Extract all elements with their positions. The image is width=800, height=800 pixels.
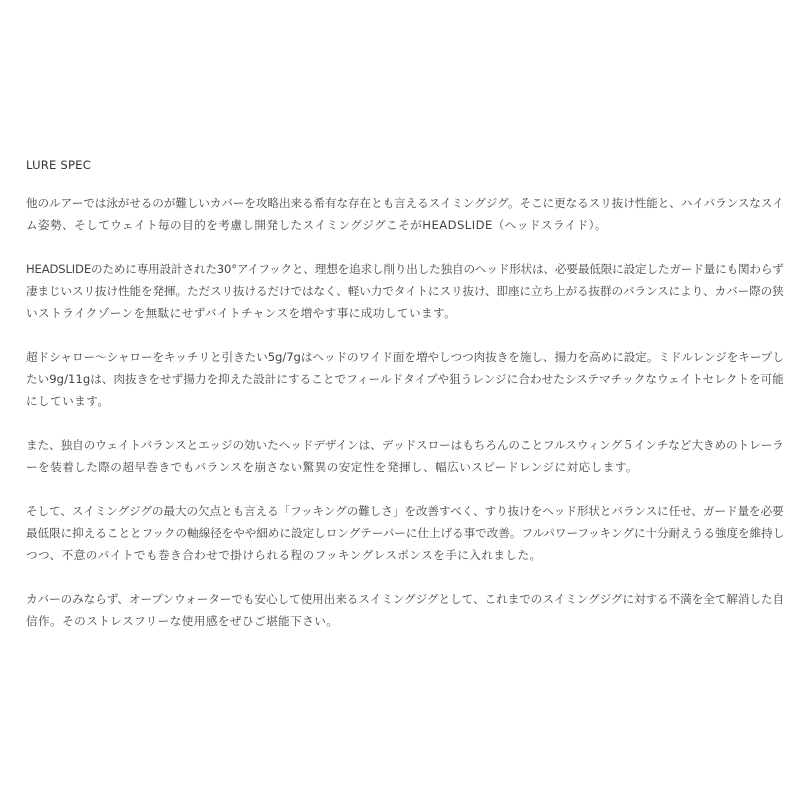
- paragraph-line: 凄まじいスリ抜け性能を発揮。ただスリ抜けるだけではなく、軽い力でタイトにスリ抜け、即座に立ち上がる抜群のバランスにより、カバー際の狭: [26, 284, 784, 298]
- paragraph-hook-design: [26, 258, 784, 324]
- lure-spec-document: [18, 156, 784, 654]
- paragraph-line: 最低限に抑えることとフックの軸線径をやや細めに設定しロングテーパーに仕上げる事で改善。フルパワーフッキングに十分耐えうる強度を維持し: [26, 526, 785, 540]
- paragraph-intro: [26, 192, 784, 236]
- paragraph-line: また、独自のウェイトバランスとエッジの効いたヘッドデザインは、デッドスローはもちろんのことフルスウィング５インチなど大きめのトレーラ: [26, 438, 784, 452]
- paragraph-line: ーを装着した際の超早巻きでもバランスを崩さない驚異の安定性を発揮し、幅広いスピードレンジに対応します。: [26, 460, 638, 474]
- paragraph-line: 信作。そのストレスフリーな使用感をぜひご堪能下さい。: [26, 614, 339, 628]
- paragraph-weight-range: [26, 346, 784, 412]
- paragraph-line: カバーのみならず、オープンウォーターでも安心して使用出来るスイミングジグとして、これまでのスイミングジグに対する不満を全て解消した自: [26, 592, 785, 606]
- paragraph-stability: [26, 434, 784, 478]
- paragraph-hooking: [26, 500, 784, 566]
- paragraph-line: HEADSLIDEのために専用設計された30°アイフックと、理想を追求し削り出した独自のヘッド形状は、必要最低限に設定したガード量にも関わらず: [26, 262, 784, 276]
- paragraph-line: そして、スイミングジグの最大の欠点とも言える「フッキングの難しさ」を改善すべく、すり抜けをヘッド形状とバランスに任せ、ガード量を必要: [26, 504, 784, 518]
- paragraph-line: つつ、不意のバイトでも巻き合わせで掛けられる程のフッキングレスポンスを手に入れました。: [26, 548, 542, 562]
- paragraph-line: 超ドシャロー〜シャローをキッチリと引きたい5g/7gはヘッドのワイド面を増やしつつ肉抜きを施し、揚力を高めに設定。ミドルレンジをキープし: [26, 350, 784, 364]
- paragraph-line: ム姿勢、そしてウェイト毎の目的を考慮し開発したスイミングジグこそがHEADSLIDE（ヘッドスライド）。: [26, 218, 607, 232]
- paragraph-line: たい9g/11gは、肉抜きをせず揚力を抑えた設計にすることでフィールドタイプや狙うレンジに合わせたシステマチックなウェイトセレクトを可能: [26, 372, 784, 386]
- paragraph-line: 他のルアーでは泳がせるのが難しいカバーを攻略出来る希有な存在とも言えるスイミングジグ。そこに更なるスリ抜け性能と、ハイバランスなスイ: [26, 196, 784, 210]
- section-heading: LURE SPEC: [26, 158, 92, 172]
- paragraph-conclusion: [26, 588, 784, 632]
- paragraph-line: にしています。: [26, 394, 110, 408]
- paragraph-line: いストライクゾーンを無駄にせずバイトチャンスを増やす事に成功しています。: [26, 306, 457, 320]
